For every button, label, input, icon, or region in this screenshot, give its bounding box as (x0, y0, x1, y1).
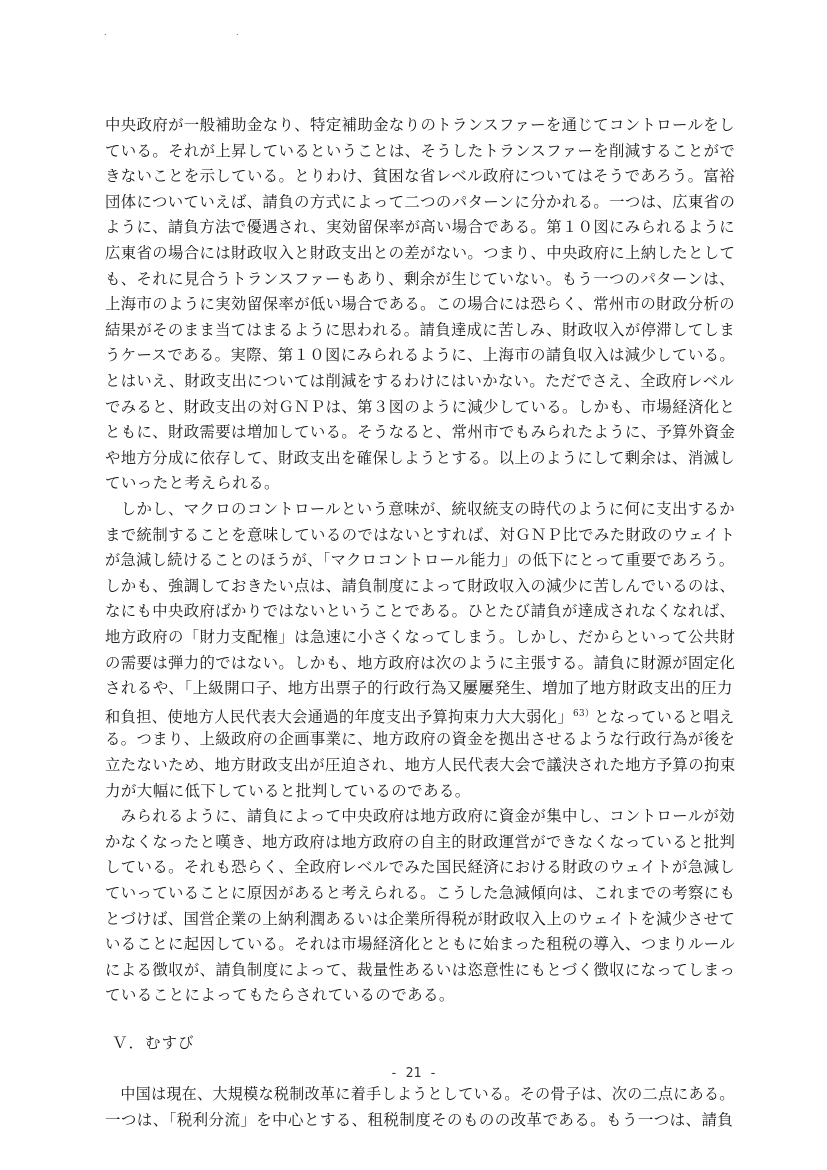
body-line: かなくなったと嘆き、地方政府は地方政府の自主的財政運営ができなくなっていると批判 (105, 833, 736, 851)
body-line: 結果がそのまま当てはまるように思われる。請負達成に苦しみ、財政収入が停滞してしま (105, 321, 735, 339)
body-line: 地方政府の「財力支配権」は急速に小さくなってしまう。しかし、だからといって公共財 (105, 628, 736, 646)
body-line: とづけば、国営企業の上納利潤あるいは企業所得税が財政収入上のウェイトを減少させて (105, 910, 735, 928)
closing-line: 一つは、「税利分流」を中心とする、租税制度そのものの改革である。もう一つは、請負 (105, 1111, 734, 1129)
body-line: ていっていることに原因があると考えられる。こうした急減傾向は、これまでの考察にも (105, 884, 736, 902)
body-line: とはいえ、財政支出については削減をするわけにはいかない。ただでさえ、全政府レベル (105, 372, 735, 390)
scan-mark: . (104, 28, 107, 37)
closing-line: 中国は現在、大規模な税制改革に着手しようとしている。その骨子は、次の二点にある。 (105, 1085, 735, 1103)
body-line: うケースである。実際、第１０図にみられるように、上海市の請負収入は減少している。 (105, 346, 736, 364)
body-line: 立たないため、地方財政支出が圧迫され、地方人民代表大会で議決された地方予算の拘束 (105, 756, 736, 774)
body-line: しかし、マクロのコントロールという意味が、統収統支の時代のように何に支出するか (105, 500, 735, 518)
body-line: している。それも恐らく、全政府レベルでみた国民経済における財政のウェイトが急減し (105, 858, 735, 876)
body-line: 中央政府が一般補助金なり、特定補助金なりのトランスファーを通じてコントロールをし (105, 116, 735, 134)
body-line: 団体についていえば、請負の方式によって二つのパターンに分かれる。一つは、広東省の (105, 193, 736, 211)
body-line: る。つまり、上級政府の企画事業に、地方政府の資金を拠出させるような行政行為が後を (105, 730, 736, 748)
body-line: ていったと考えられる。 (105, 474, 280, 492)
body-line: 上海市のように実効留保率が低い場合である。この場合には恐らく、常州市の財政分析の (105, 295, 735, 313)
page-number: - 21 - (390, 1066, 437, 1081)
body-line: でみると、財政支出の対ＧＮＰは、第３図のように減少している。しかも、市場経済化と (105, 398, 736, 416)
body-line: による徴収が、請負制度によって、裁量性あるいは恣意性にもとづく徴収になってしまっ (105, 961, 736, 979)
body-line: ている。それが上昇しているということは、そうしたトランスファーを削減することがで (105, 142, 736, 160)
body-line: ともに、財政需要は増加している。そうなると、常州市でもみられたように、予算外資金 (105, 423, 736, 441)
line-tail: となっていると唱え (594, 708, 735, 727)
body-line: 力が大幅に低下していると批判しているのである。 (105, 782, 471, 800)
body-line: きないことを示している。とりわけ、貧困な省レベル政府についてはそうであろう。富裕 (105, 167, 735, 185)
body-line: みられるように、請負によって中央政府は地方政府に資金が集中し、コントロールが効 (105, 807, 735, 825)
body-line-with-footnote (105, 704, 735, 727)
body-line: の需要は弾力的ではない。しかも、地方政府は次のように主張する。請負に財源が固定化 (105, 654, 736, 672)
footnote-reference: 63） (572, 709, 595, 719)
body-line: や地方分成に依存して、財政支出を確保しようとする。以上のようにして剰余は、消滅し (105, 449, 735, 467)
body-line: が急減し続けることのほうが、「マクロコントロール能力」の低下にとって重要であろう。 (105, 551, 735, 569)
body-line: しかも、強調しておきたい点は、請負制度によって財政収入の減少に苦しんでいるのは、 (105, 577, 736, 595)
body-line: いることに起因している。それは市場経済化とともに始まった租税の導入、つまりルール (105, 935, 735, 953)
scan-mark: . (236, 28, 239, 37)
body-line: ように、請負方法で優遇され、実効留保率が高い場合である。第１０図にみられるように (105, 218, 735, 236)
body-line: されるや、「上級開口子、地方出票子的行政行為又屢屢発生、増加了地方財政支出的圧力 (105, 679, 733, 697)
body-line: も、それに見合うトランスファーもあり、剰余が生じていない。もう一つのパターンは、 (105, 270, 735, 288)
body-line: まで統制することを意味しているのではないとすれば、対ＧＮＰ比でみた財政のウェイト (105, 526, 736, 544)
body-line: 広東省の場合には財政収入と財政支出との差がない。つまり、中央政府に上納したとして (105, 244, 736, 262)
body-line: ていることによってもたらされているのである。 (105, 986, 455, 1004)
section-heading: Ｖ．むすび (112, 1034, 195, 1052)
quoted-text: 和負担、使地方人民代表大会通過的年度支出予算拘束力大大弱化」 (105, 708, 573, 727)
body-line: なにも中央政府ばかりではないということである。ひとたび請負が達成されなくなれば、 (105, 602, 736, 620)
